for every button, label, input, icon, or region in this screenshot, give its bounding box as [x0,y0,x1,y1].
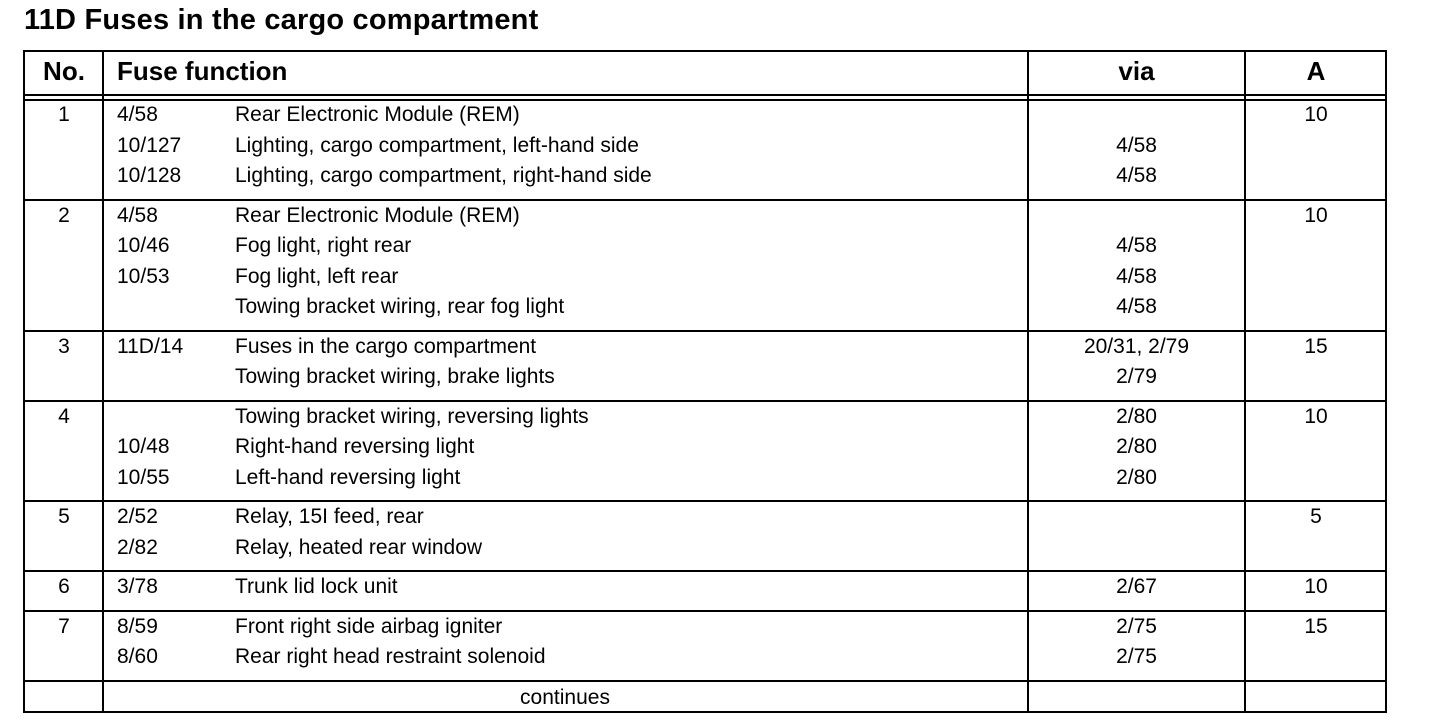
component-description: Fog light, right rear [235,234,412,257]
component-description: Right-hand reversing light [235,435,475,458]
table-body [25,100,1385,720]
component-description: Rear right head restraint solenoid [235,645,546,668]
fuse-number: 1 [58,103,70,126]
table-row [25,201,1385,232]
via-reference: 2/80 [1116,435,1157,458]
component-description: Fog light, left rear [235,264,399,288]
table-row [25,572,1385,603]
fuse-number: 3 [58,334,70,358]
table-row [25,100,1385,131]
header-fuse-function: Fuse function [117,56,288,86]
fuse-number: 4 [58,404,70,428]
via-reference: 2/75 [1116,645,1157,668]
table-row [25,463,1385,494]
fuse-group [25,402,1385,503]
component-description: Towing bracket wiring, brake lights [235,365,555,388]
component-description: Towing bracket wiring, reversing lights [235,404,589,428]
component-description: Towing bracket wiring, rear fog light [235,295,565,318]
component-code: 10/53 [117,264,170,288]
component-code: 2/82 [117,535,158,559]
table-row [25,332,1385,363]
fuse-amperage: 5 [1310,505,1322,528]
component-description: Rear Electronic Module (REM) [235,203,520,227]
fuse-group [25,502,1385,572]
component-code: 8/60 [117,645,158,668]
component-description: Left-hand reversing light [235,465,461,489]
via-reference: 2/79 [1116,365,1157,388]
via-reference: 4/58 [1116,164,1157,187]
table-header [25,52,1385,94]
fuse-number: 2 [58,203,70,227]
header-divider [25,94,1385,96]
header-via: via [1118,56,1155,86]
component-description: Relay, heated rear window [235,535,483,559]
continues-row [25,682,1385,720]
component-code: 10/127 [117,133,182,157]
component-code: 8/59 [117,614,158,638]
table-row [25,432,1385,463]
table-row [25,402,1385,433]
fuse-amperage: 15 [1304,334,1328,358]
fuse-group [25,332,1385,402]
table-row [25,362,1385,393]
fuse-amperage: 15 [1304,614,1328,638]
component-code: 11D/14 [117,334,184,358]
component-code: 3/78 [117,575,158,598]
table-row [25,262,1385,293]
fuse-group [25,100,1385,201]
continues-label: continues [520,685,610,709]
fuse-group [25,612,1385,682]
component-description: Relay, 15I feed, rear [235,505,424,528]
via-reference: 20/31, 2/79 [1083,334,1190,358]
fuse-amperage: 10 [1304,203,1328,227]
component-code: 10/55 [117,465,170,489]
table-row [25,292,1385,323]
fuse-amperage: 10 [1304,404,1328,428]
fuse-amperage: 10 [1304,575,1328,598]
component-code: 4/58 [117,203,158,227]
component-code: 10/128 [117,164,182,187]
via-reference: 2/80 [1116,404,1157,428]
fuse-number: 5 [58,505,70,528]
header-no: No. [43,56,85,86]
page-title: 11D Fuses in the cargo compartment [24,4,539,36]
via-reference: 4/58 [1116,234,1157,257]
fuse-number: 6 [58,575,70,598]
table-row [25,642,1385,673]
fuse-table [23,50,1387,713]
component-code: 4/58 [117,103,158,126]
fuse-group [25,572,1385,612]
table-row [25,533,1385,564]
component-description: Rear Electronic Module (REM) [235,103,520,126]
component-code: 2/52 [117,505,158,528]
fuse-number: 7 [58,614,70,638]
component-code: 10/48 [117,435,170,458]
component-description: Fuses in the cargo compartment [235,334,537,358]
component-description: Front right side airbag igniter [235,614,503,638]
fuse-group [25,201,1385,332]
table-row [25,131,1385,162]
via-reference: 4/58 [1116,264,1157,288]
via-reference: 2/80 [1116,465,1157,489]
component-code: 10/46 [117,234,170,257]
via-reference: 2/67 [1116,575,1157,598]
table-row [25,502,1385,533]
via-reference: 4/58 [1116,295,1157,318]
table-row [25,161,1385,192]
header-amps: A [1306,56,1326,86]
fuse-amperage: 10 [1304,103,1328,126]
table-row [25,231,1385,262]
component-description: Lighting, cargo compartment, right-hand side [235,164,652,187]
component-description: Lighting, cargo compartment, left-hand side [235,133,639,157]
via-reference: 2/75 [1116,614,1157,638]
component-description: Trunk lid lock unit [235,575,398,598]
via-reference: 4/58 [1116,133,1157,157]
table-row [25,612,1385,643]
